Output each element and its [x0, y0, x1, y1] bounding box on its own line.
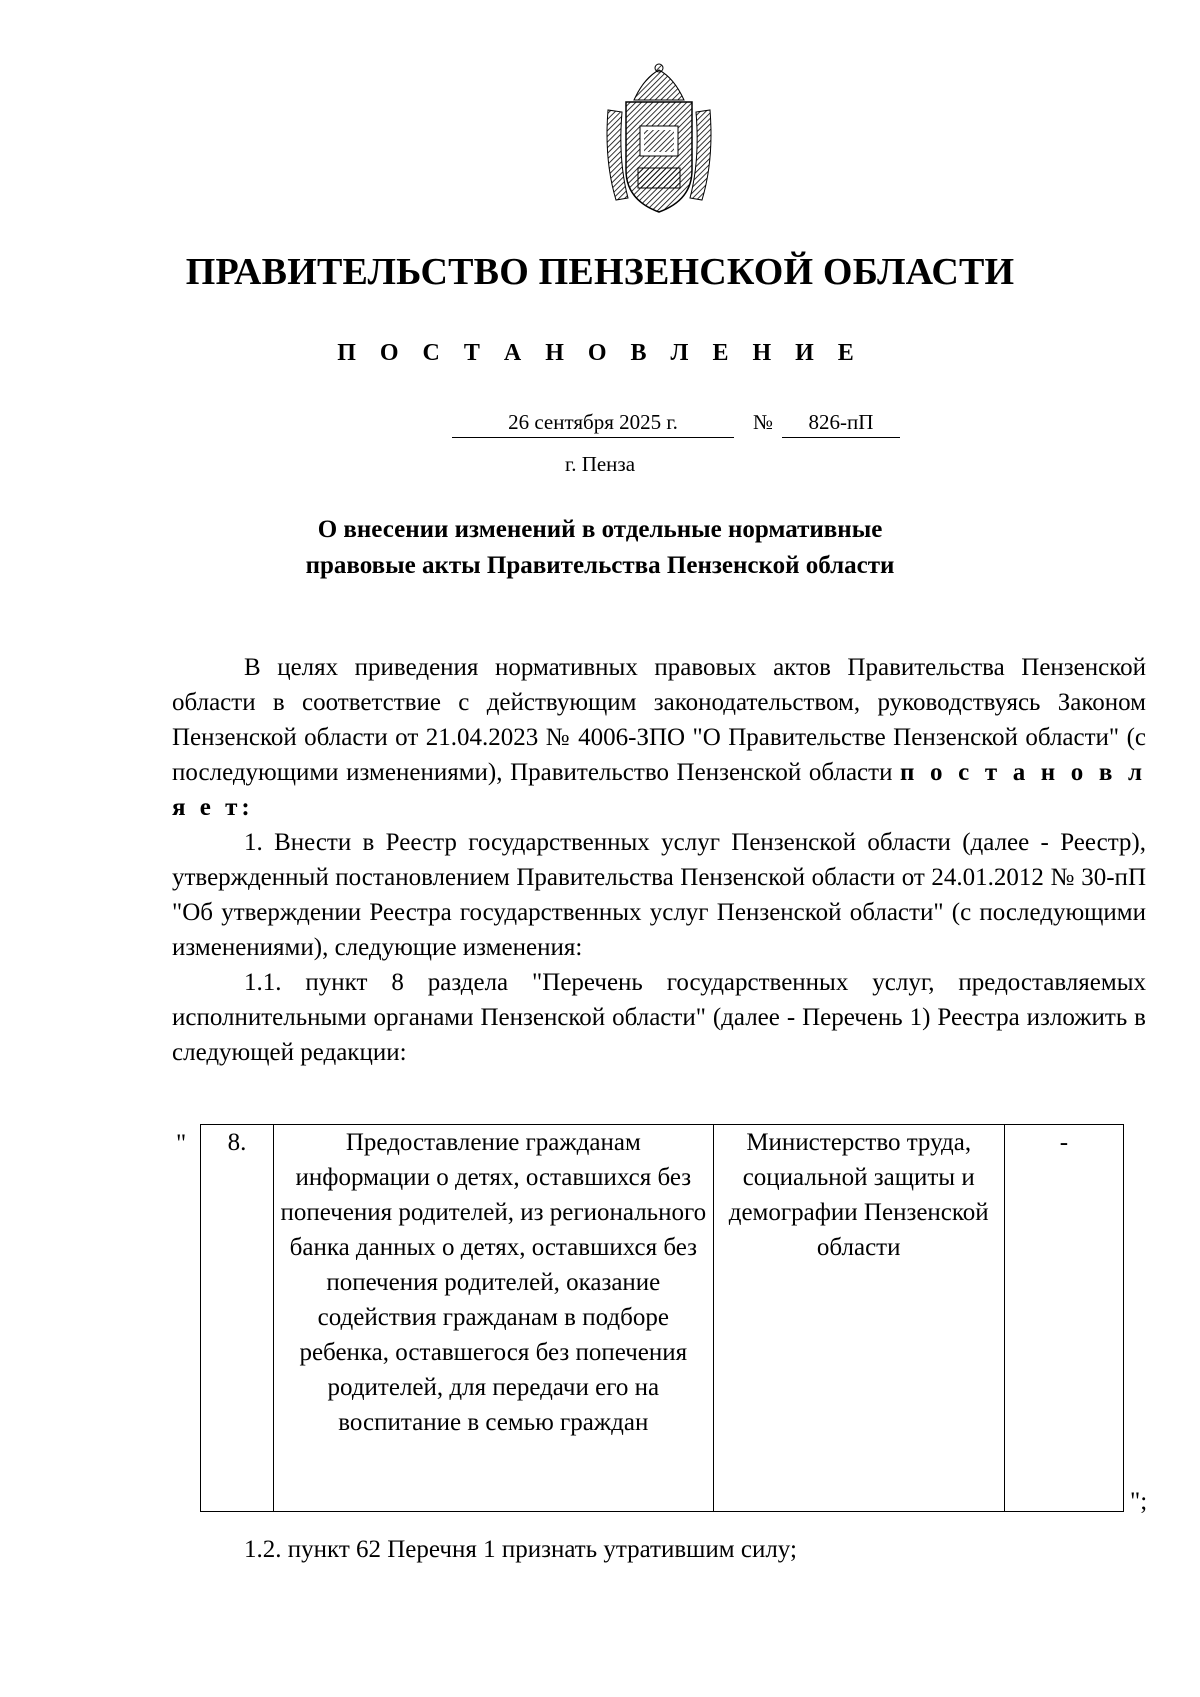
table-row: [201, 1125, 1124, 1512]
preamble-paragraph: [172, 650, 1146, 825]
government-title: ПРАВИТЕЛЬСТВО ПЕНЗЕНСКОЙ ОБЛАСТИ: [185, 251, 1015, 293]
number-sign: №: [752, 410, 774, 434]
cell-service: Предоставление гражданам информации о детях, оставшихся без попечения родителей, из регионального банка данных о детях, оставшихся без попечения родителей, оказание содействия гражданам в подборе ребенка, оставшегося без попечения родителей, для передачи его на воспитание в семью граждан: [274, 1125, 713, 1512]
item-1-2: 1.2. пункт 62 Перечня 1 признать утратившим силу;: [244, 1536, 797, 1563]
cell-organ: Министерство труда, социальной защиты и демографии Пензенской области: [713, 1125, 1004, 1512]
registry-table: [200, 1124, 1124, 1512]
preamble-text: В целях приведения нормативных правовых актов Правительства Пензенской области в соответствие с действующим законодательством, руководствуясь Законом Пензенской области от 21.04.2023 № 4006-ЗПО "О Правительстве Пензенской области" (с последующими изменениями), Правительство Пензенской области: [172, 654, 1146, 786]
city: г. Пенза: [564, 452, 636, 476]
document-subject: [0, 512, 1200, 584]
document-number: 826-пП: [782, 410, 900, 438]
subject-line-1: О внесении изменений в отдельные нормативные: [317, 516, 883, 543]
item-1: 1. Внести в Реестр государственных услуг Пензенской области (далее - Реестр), утвержденный постановлением Правительства Пензенской области от 24.01.2012 № 30-пП "Об утверждении Реестра государственных услуг Пензенской области" (с последующими изменениями), следующие изменения:: [172, 829, 1146, 961]
registry-table-block: [172, 1124, 1152, 1516]
resolves-word: п о с т а н о в л я е т:: [172, 759, 1146, 821]
subject-line-2: правовые акты Правительства Пензенской области: [305, 552, 895, 579]
coat-of-arms-icon: [604, 60, 714, 218]
item-1-1: 1.1. пункт 8 раздела "Перечень государственных услуг, предоставляемых исполнительными органами Пензенской области" (далее - Перечень 1) Реестра изложить в следующей редакции:: [172, 969, 1146, 1066]
document-body: [172, 650, 1146, 1070]
document-type: П О С Т А Н О В Л Е Н И Е: [337, 340, 863, 366]
closing-quote: ";: [1130, 1488, 1148, 1515]
opening-quote: ": [176, 1130, 187, 1157]
document-date: 26 сентября 2025 г.: [452, 410, 734, 438]
cell-extra: -: [1004, 1125, 1123, 1512]
cell-number: 8.: [201, 1125, 274, 1512]
